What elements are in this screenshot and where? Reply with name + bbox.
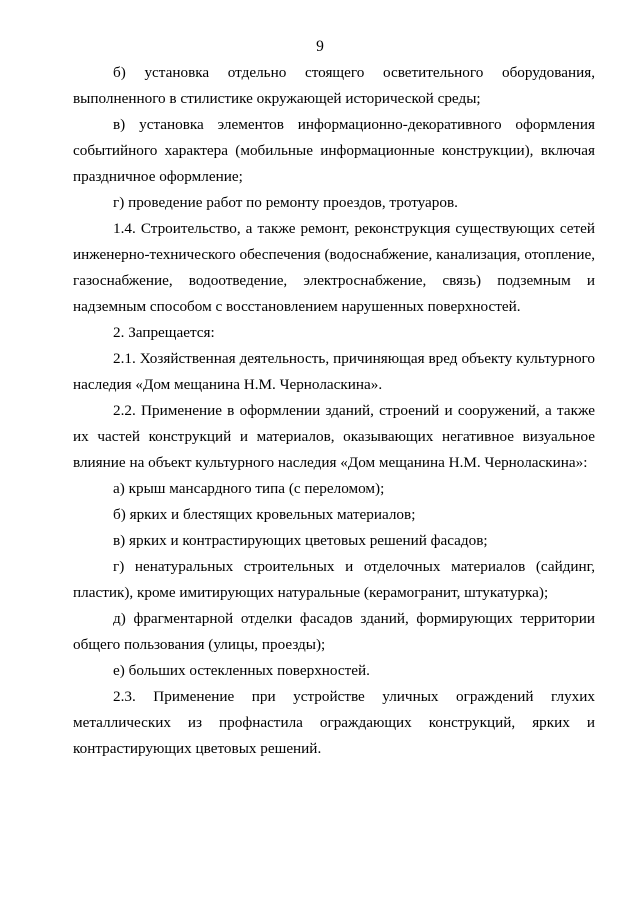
page-number: 9 xyxy=(316,38,324,55)
paragraph-v-decor: в) установка элементов информационно-декоративного оформления событийного характера (мобильные информационные конструкции), включая праздничное оформление; xyxy=(73,116,595,185)
paragraph-b-lighting: б) установка отдельно стоящего осветительного оборудования, выполненного в стилистике окружающей исторической среды; xyxy=(73,64,595,107)
paragraph-g-repair: г) проведение работ по ремонту проездов, тротуаров. xyxy=(113,194,458,211)
paragraph-1-4-networks: 1.4. Строительство, а также ремонт, реконструкция существующих сетей инженерно-технического обеспечения (водоснабжение, канализация, отопление, газоснабжение, водоотведение, электроснабжение, связь) подземным и надземным способом с восстановлением нарушенных поверхностей. xyxy=(73,220,595,315)
paragraph-2-prohibited: 2. Запрещается: xyxy=(113,324,215,341)
paragraph-a-roofs: а) крыш мансардного типа (с переломом); xyxy=(113,480,385,497)
paragraph-2-1-activity: 2.1. Хозяйственная деятельность, причиняющая вред объекту культурного наследия «Дом мещанина Н.М. Черноласкина». xyxy=(73,350,595,393)
paragraph-g-materials: г) ненатуральных строительных и отделочных материалов (сайдинг, пластик), кроме имитирующих натуральные (керамогранит, штукатурка); xyxy=(73,558,595,601)
paragraph-d-facades: д) фрагментарной отделки фасадов зданий, формирующих территории общего пользования (улицы, проезды); xyxy=(73,610,595,653)
document-body xyxy=(73,60,595,762)
paragraph-e-glazing: е) больших остекленных поверхностей. xyxy=(113,662,370,679)
paragraph-v-colors: в) ярких и контрастирующих цветовых решений фасадов; xyxy=(113,532,488,549)
paragraph-2-2-materials: 2.2. Применение в оформлении зданий, строений и сооружений, а также их частей конструкций и материалов, оказывающих негативное визуальное влияние на объект культурного наследия «Дом мещанина Н.М. Черноласкина»: xyxy=(73,402,595,471)
paragraph-2-3-fences: 2.3. Применение при устройстве уличных ограждений глухих металлических из профнастила ограждающих конструкций, ярких и контрастирующих цветовых решений. xyxy=(73,688,595,757)
paragraph-b-roofing: б) ярких и блестящих кровельных материалов; xyxy=(113,506,416,523)
